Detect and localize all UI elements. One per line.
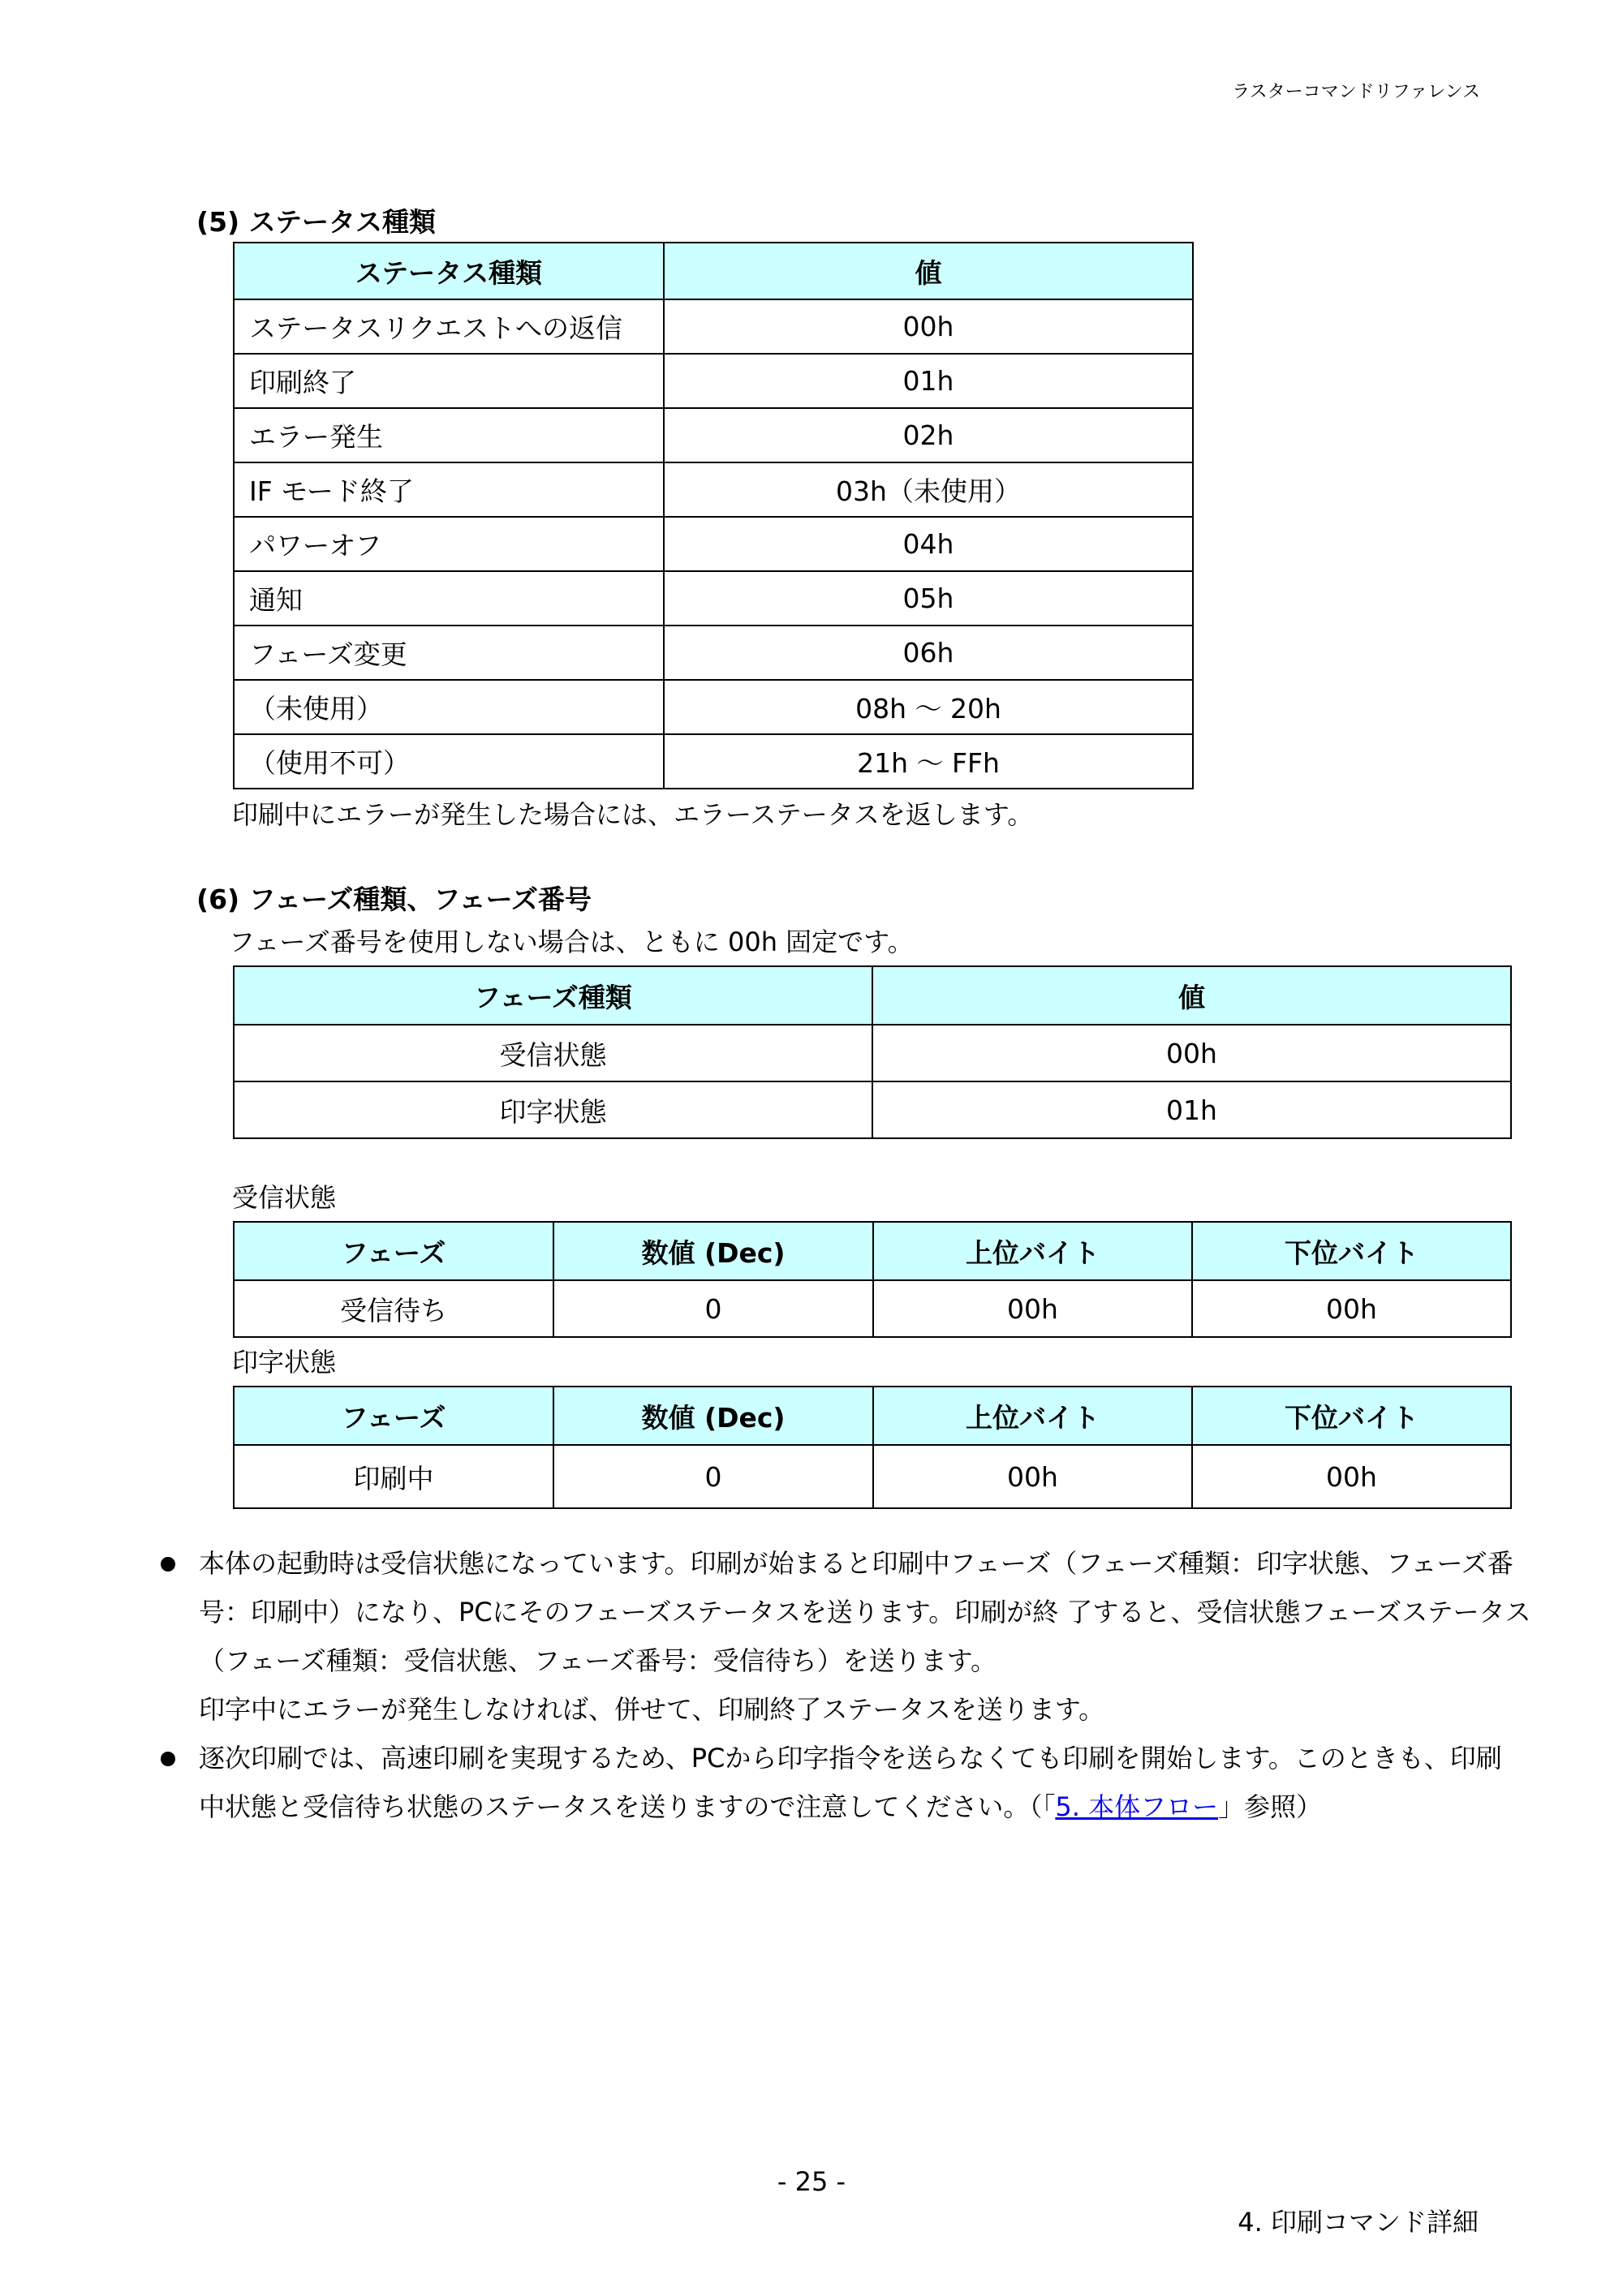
bullet-2-line-1: 逐次印刷では、高速印刷を実現するため、PCから印字指令を送らなくても印刷を開始します。このときも、印刷	[199, 1743, 1502, 1774]
table-cell: エラー発生	[234, 408, 664, 462]
bullet-2-line-2	[199, 1784, 1322, 1830]
phase-type-table	[233, 965, 1512, 1139]
col-header-low-byte: 下位バイト	[1192, 1387, 1511, 1445]
running-header: ラスターコマンドリファレンス	[1232, 82, 1480, 102]
table-row	[234, 299, 1193, 354]
table-cell: （未使用）	[234, 680, 664, 734]
col-header-value: 値	[872, 966, 1511, 1025]
table-cell: 04h	[664, 517, 1193, 571]
section-6-intro: フェーズ番号を使用しない場合は、ともに 00h 固定です。	[229, 927, 914, 957]
table-row	[234, 1280, 1511, 1337]
status-type-table	[233, 242, 1194, 789]
table-row	[234, 408, 1193, 462]
col-header-value: 値	[664, 243, 1193, 299]
bullet-2-text-post: 」参照）	[1218, 1791, 1323, 1822]
table-cell: 印刷中	[234, 1445, 553, 1508]
bullet-1-line-1: 本体の起動時は受信状態になっています。印刷が始まると印刷中フェーズ（フェーズ種類：印字状態、フェーズ番	[199, 1548, 1513, 1579]
col-header-number: 数値 (Dec)	[553, 1387, 873, 1445]
table-cell: 受信待ち	[234, 1280, 553, 1337]
col-header-phase: フェーズ	[234, 1222, 553, 1280]
col-header-high-byte: 上位バイト	[873, 1387, 1192, 1445]
chapter-footer: 4. 印刷コマンド詳細	[1238, 2207, 1479, 2238]
table-cell: 00h	[872, 1025, 1511, 1081]
table-cell: 05h	[664, 571, 1193, 626]
table-cell: 印刷終了	[234, 354, 664, 408]
section-6-heading: (6) フェーズ種類、フェーズ番号	[196, 884, 592, 915]
page-number: - 25 -	[777, 2166, 846, 2197]
table-cell: 00h	[1192, 1445, 1511, 1508]
table-cell: 印字状態	[234, 1081, 872, 1138]
table-cell: （使用不可）	[234, 734, 664, 789]
bullet-icon	[161, 1752, 175, 1766]
table-row	[234, 680, 1193, 734]
receive-state-table	[233, 1221, 1512, 1338]
table-row	[234, 1081, 1511, 1138]
table-row	[234, 1445, 1511, 1508]
table-row	[234, 1025, 1511, 1081]
table-row	[234, 734, 1193, 789]
col-header-status-type: ステータス種類	[234, 243, 664, 299]
table-cell: 03h（未使用）	[664, 462, 1193, 517]
table-cell: 01h	[664, 354, 1193, 408]
table-cell: 0	[553, 1280, 873, 1337]
table-cell: 06h	[664, 626, 1193, 680]
table-cell: 21h 〜 FFh	[664, 734, 1193, 789]
table-cell: 通知	[234, 571, 664, 626]
table-cell: IF モード終了	[234, 462, 664, 517]
bullet-1-line-2: 号：印刷中）になり、PCにそのフェーズステータスを送ります。印刷が終 了すると、受信状態フェーズステータス	[199, 1597, 1531, 1627]
col-header-high-byte: 上位バイト	[873, 1222, 1192, 1280]
table-cell: 02h	[664, 408, 1193, 462]
print-state-table	[233, 1386, 1512, 1509]
table-cell: 00h	[664, 299, 1193, 354]
col-header-low-byte: 下位バイト	[1192, 1222, 1511, 1280]
table-cell: 00h	[873, 1280, 1192, 1337]
table-row	[234, 571, 1193, 626]
table-cell: 00h	[873, 1445, 1192, 1508]
receive-state-caption: 受信状態	[232, 1182, 337, 1213]
bullet-2-text-pre: 中状態と受信待ち状態のステータスを送りますので注意してください。（「	[199, 1791, 1056, 1822]
table-cell: 08h 〜 20h	[664, 680, 1193, 734]
table-cell: フェーズ変更	[234, 626, 664, 680]
table-cell: 00h	[1192, 1280, 1511, 1337]
table-cell: パワーオフ	[234, 517, 664, 571]
table-row	[234, 517, 1193, 571]
table-row	[234, 626, 1193, 680]
table-row	[234, 354, 1193, 408]
table-cell: 0	[553, 1445, 873, 1508]
col-header-phase: フェーズ	[234, 1387, 553, 1445]
print-state-caption: 印字状態	[232, 1347, 337, 1378]
section-5-heading: (5) ステータス種類	[196, 206, 436, 238]
table-cell: 01h	[872, 1081, 1511, 1138]
table-cell: ステータスリクエストへの返信	[234, 299, 664, 354]
body-flow-link[interactable]: 5. 本体フロー	[1055, 1791, 1219, 1822]
table-row	[234, 462, 1193, 517]
section-5-note: 印刷中にエラーが発生した場合には、エラーステータスを返します。	[232, 799, 1034, 830]
col-header-number: 数値 (Dec)	[553, 1222, 873, 1280]
col-header-phase-type: フェーズ種類	[234, 966, 872, 1025]
table-cell: 受信状態	[234, 1025, 872, 1081]
bullet-1-line-4: 印字中にエラーが発生しなければ、併せて、印刷終了ステータスを送ります。	[199, 1694, 1105, 1725]
bullet-icon	[161, 1557, 175, 1572]
bullet-1-line-3: （フェーズ種類：受信状態、フェーズ番号：受信待ち）を送ります。	[199, 1645, 997, 1676]
